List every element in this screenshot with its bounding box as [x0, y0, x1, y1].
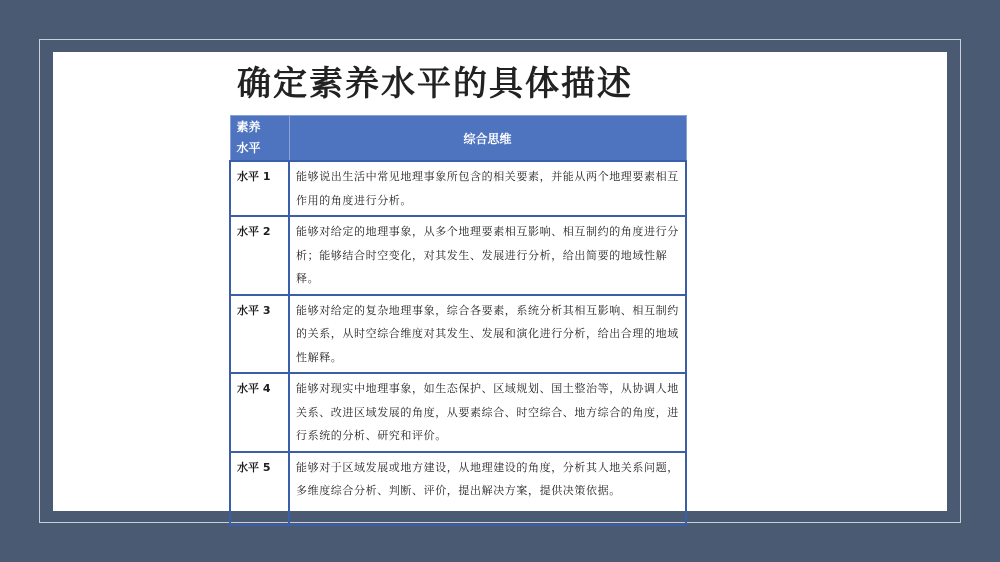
literacy-level-table	[229, 115, 687, 526]
slide-title: 确定素养水平的具体描述	[237, 64, 633, 104]
row-level: 水平 4	[230, 373, 289, 452]
row-level: 水平 2	[230, 216, 289, 295]
table-row	[230, 452, 686, 525]
row-description: 能够对现实中地理事象，如生态保护、区域规划、国土整治等，从协调人地关系、改进区域发展的角度，从要素综合、时空综合、地方综合的角度，进行系统的分析、研究和评价。	[289, 373, 686, 452]
table-row	[230, 216, 686, 295]
header-level	[230, 116, 289, 162]
row-level: 水平 1	[230, 161, 289, 216]
table-row	[230, 161, 686, 216]
row-description: 能够对于区域发展或地方建设，从地理建设的角度，分析其人地关系问题，多维度综合分析、判断、评价，提出解决方案，提供决策依据。	[289, 452, 686, 525]
header-content: 综合思维	[289, 116, 686, 162]
table-header-row	[230, 116, 686, 162]
row-level: 水平 5	[230, 452, 289, 525]
row-level: 水平 3	[230, 295, 289, 374]
table-row	[230, 373, 686, 452]
header-level-line1: 素养	[236, 120, 261, 134]
table-row	[230, 295, 686, 374]
header-level-line2: 水平	[236, 141, 261, 155]
row-description: 能够对给定的复杂地理事象，综合各要素，系统分析其相互影响、相互制约的关系，从时空综合维度对其发生、发展和演化进行分析，给出合理的地域性解释。	[289, 295, 686, 374]
row-description: 能够说出生活中常见地理事象所包含的相关要素，并能从两个地理要素相互作用的角度进行分析。	[289, 161, 686, 216]
row-description: 能够对给定的地理事象，从多个地理要素相互影响、相互制约的角度进行分析；能够结合时空变化，对其发生、发展进行分析，给出简要的地域性解释。	[289, 216, 686, 295]
